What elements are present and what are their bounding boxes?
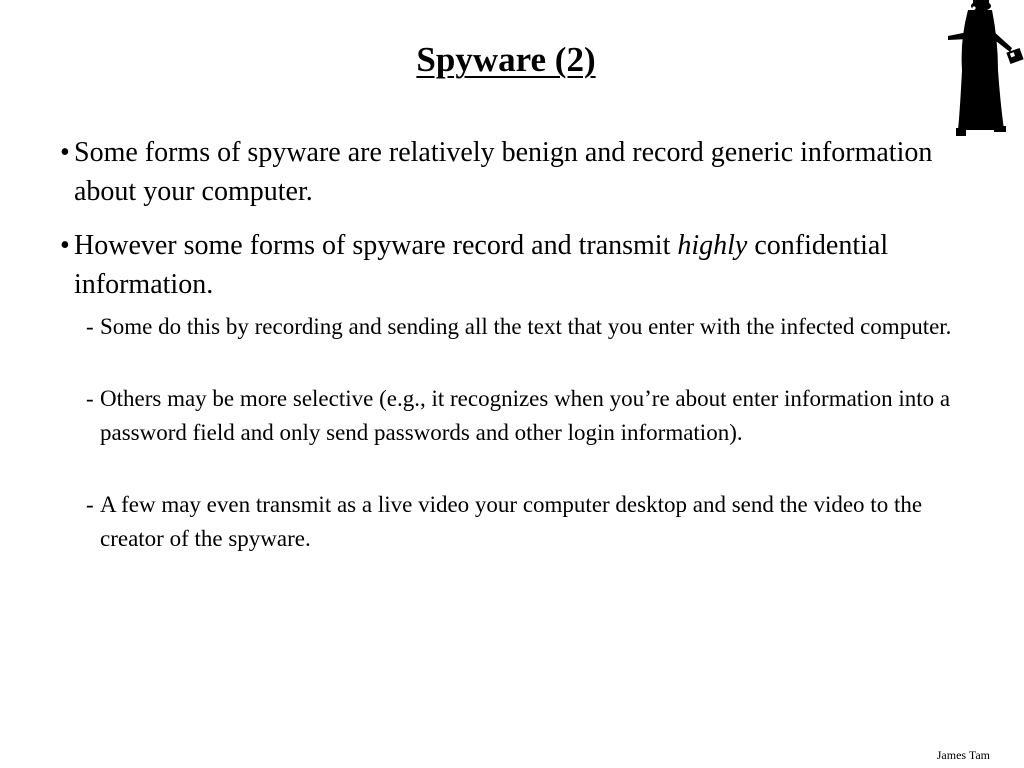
bullet-mark: • xyxy=(60,230,70,261)
bullet-mark: • xyxy=(60,137,70,168)
sub-bullet-text: A few may even transmit as a live video your computer desktop and send the video to the creator of the spyware. xyxy=(100,492,923,551)
bullet-text-part: confidential information. xyxy=(74,230,889,300)
sub-bullet-item xyxy=(86,310,966,344)
bullet-item xyxy=(60,226,960,304)
sub-bullet-mark: - xyxy=(86,386,94,411)
bullet-text xyxy=(60,226,960,304)
sub-bullet-text: Some do this by recording and sending all the text that you enter with the infected computer. xyxy=(100,314,952,339)
slide-title: Spyware (2) xyxy=(416,40,596,79)
bullet-item xyxy=(60,133,960,211)
sub-bullet-text: Others may be more selective (e.g., it recognizes when you’re about enter information into a password field and only send passwords and other login information). xyxy=(100,386,951,445)
sub-bullet-mark: - xyxy=(86,492,94,517)
bullet-text-part: However some forms of spyware record and transmit xyxy=(74,230,678,261)
sub-bullet-mark: - xyxy=(86,314,94,339)
sub-bullet-item xyxy=(86,382,966,450)
bullet-text-emphasis: highly xyxy=(677,230,748,261)
bullet-text: Some forms of spyware are relatively benign and record generic information about your computer. xyxy=(74,137,933,207)
sub-bullet-item xyxy=(86,488,966,556)
footer-author: James Tam xyxy=(936,748,990,762)
spy-figure-icon xyxy=(938,0,1024,140)
